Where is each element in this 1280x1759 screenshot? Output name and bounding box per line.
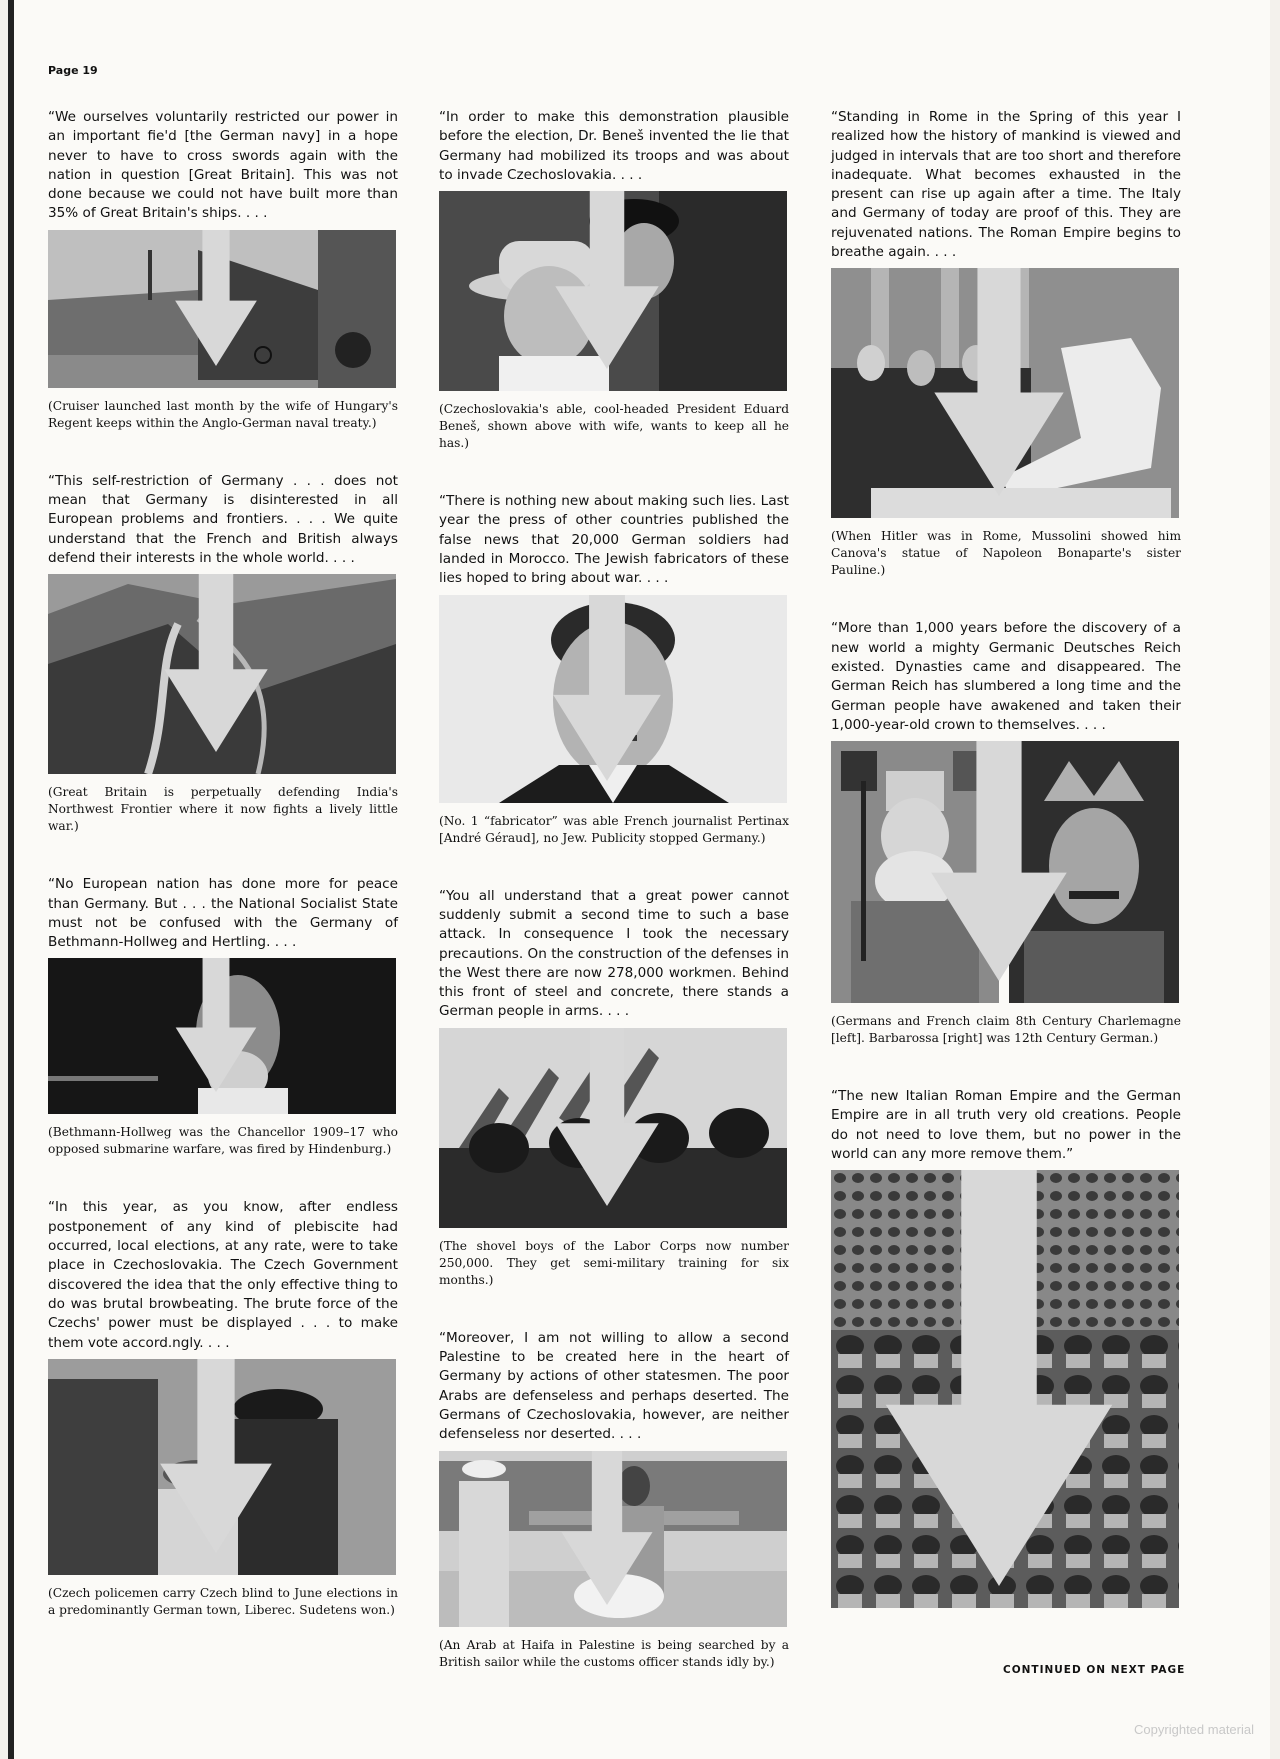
photo-haifa-search (439, 1451, 787, 1627)
photo-caption: (Germans and French claim 8th Century Charlemagne [left]. Barbarossa [right] was 12th Century German.) (831, 1014, 1181, 1046)
arrow-down-icon (48, 574, 390, 752)
arrow-down-icon (439, 1451, 781, 1605)
copyright-watermark: Copyrighted material (1134, 1722, 1254, 1737)
quote-block-frontiers (48, 472, 398, 835)
photo-caption: (An Arab at Haifa in Palestine is being searched by a British sailor while the customs officer stands idly by.) (439, 1637, 789, 1669)
arrow-down-icon (48, 958, 390, 1092)
quote-text: “Moreover, I am not willing to allow a second Palestine to be created here in the heart of Germany by actions of other statesmen. The poor Arabs are defenseless and perhaps deserted. The Germans of Czechoslovakia, however, are neither defenseless nor deserted. . . . (439, 1329, 789, 1443)
quote-block-naval (48, 108, 398, 432)
quote-block-czech-elections (48, 1198, 398, 1618)
photo-caption: (The shovel boys of the Labor Corps now number 250,000. They get semi-military training for six months.) (439, 1238, 789, 1287)
quote-block-empires (831, 1087, 1181, 1608)
continued-on-next-page: CONTINUED ON NEXT PAGE (1003, 1664, 1186, 1676)
photo-pertinax (439, 595, 787, 803)
photo-benes-with-wife (439, 191, 787, 391)
photo-labor-corps (439, 1028, 787, 1228)
page-edge-rule (8, 0, 14, 1759)
arrow-down-icon (439, 191, 781, 369)
quote-text: “In this year, as you know, after endless postponement of any kind of plebiscite had occurred, local elections, at any rate, were to take place in Czechoslovakia. The Czech Government discovered the idea that the only effective thing to do was brutal browbeating. The brute force of the Czechs' power must be displayed . . . to make them vote accord.ngly. . . . (48, 1199, 398, 1351)
quote-text: “We ourselves voluntarily restricted our power in an important fie'd [the German navy] in a hope never to have to cross swords again with the nation in question [Great Britain]. This was not done because we could not have built more than 35% of Great Britain's ships. . . . (48, 109, 398, 222)
page-number: Page 19 (48, 64, 98, 77)
photo-rome-canova-statue (831, 268, 1179, 518)
quote-text: “The new Italian Roman Empire and the German Empire are in all truth very old creations. People do not need to love them, but no power in the world can any more remove them.” (831, 1088, 1181, 1163)
column-2 (439, 108, 789, 1711)
photo-caption: (Bethmann-Hollweg was the Chancellor 1909–17 who opposed submarine warfare, was fired by Hindenburg.) (48, 1125, 398, 1157)
photo-bethmann-hollweg (48, 958, 396, 1114)
photo-northwest-frontier (48, 574, 396, 774)
arrow-down-icon (831, 1170, 1173, 1586)
magazine-page (8, 0, 1270, 1759)
photo-massed-troops (831, 1170, 1179, 1608)
quote-block-lies (439, 492, 789, 846)
photo-caption: (When Hitler was in Rome, Mussolini showed him Canova's statue of Napoleon Bonaparte's sister Pauline.) (831, 529, 1181, 578)
quote-text: “In order to make this demonstration plausible before the election, Dr. Beneš invented the lie that Germany had mobilized its troops and was about to invade Czechoslovakia. . . . (439, 109, 789, 183)
quote-block-rome (831, 108, 1181, 579)
quote-block-palestine (439, 1329, 789, 1671)
photo-charlemagne-barbarossa (831, 741, 1179, 1003)
quote-text: “More than 1,000 years before the discovery of a new world a mighty Germanic Deutsches Reich existed. Dynasties came and disappeared. The German Reich has slumbered a long time and the German people have awakened and taken their 1,000-year-old crown to themselves. . . . (831, 620, 1181, 733)
quote-block-defenses (439, 887, 789, 1289)
photo-cruiser-launch (48, 230, 396, 388)
arrow-down-icon (831, 741, 1173, 981)
arrow-down-icon (439, 595, 781, 781)
photo-caption: (Great Britain is perpetually defending India's Northwest Frontier where it now fights a lively little war.) (48, 785, 398, 834)
quote-text: “You all understand that a great power cannot suddenly submit a second time to such a base attack. In consequence I took the necessary precautions. On the construction of the defenses in the West there are now 278,000 workmen. Behind this front of steel and concrete, there stands a German people in arms. . . . (439, 887, 789, 1020)
arrow-down-icon (439, 1028, 781, 1206)
quote-block-reich (831, 619, 1181, 1047)
photo-caption: (Cruiser launched last month by the wife of Hungary's Regent keeps within the Anglo-German naval treaty.) (48, 398, 398, 430)
photo-caption: (No. 1 “fabricator” was able French journalist Pertinax [André Géraud], no Jew. Publicity stopped Germany.) (439, 813, 789, 845)
quote-text: “Standing in Rome in the Spring of this year I realized how the history of mankind is viewed and judged in intervals that are too short and therefore inadequate. What becomes exhausted in the present can rise up again after a time. The Italy and Germany of today are proof of this. They are rejuvenated nations. The Roman Empire begins to breathe again. . . . (831, 109, 1181, 261)
arrow-down-icon (48, 1359, 390, 1553)
quote-text: “No European nation has done more for peace than Germany. But . . . the National Socialist State must not be confused with the Germany of Bethmann-Hollweg and Hertling. . . . (48, 876, 398, 951)
arrow-down-icon (48, 230, 390, 366)
photo-caption: (Czechoslovakia's able, cool-headed President Eduard Beneš, shown above with wife, wants to keep all he has.) (439, 402, 789, 451)
arrow-down-icon (831, 268, 1173, 496)
photo-czech-policemen (48, 1359, 396, 1575)
quote-block-benes (439, 108, 789, 452)
column-1 (48, 108, 398, 1659)
photo-caption: (Czech policemen carry Czech blind to June elections in a predominantly German town, Liberec. Sudetens won.) (48, 1585, 398, 1617)
quote-block-peace (48, 875, 398, 1158)
quote-text: “This self-restriction of Germany . . . does not mean that Germany is disinterested in all European problems and frontiers. . . . We quite understand that the French and British always defend their interests in the whole world. . . . (48, 472, 398, 566)
quote-text: “There is nothing new about making such lies. Last year the press of other countries published the false news that 20,000 German soldiers had landed in Morocco. The Jewish fabricators of these lies hoped to bring about war. . . . (439, 493, 789, 587)
column-3 (831, 108, 1181, 1648)
